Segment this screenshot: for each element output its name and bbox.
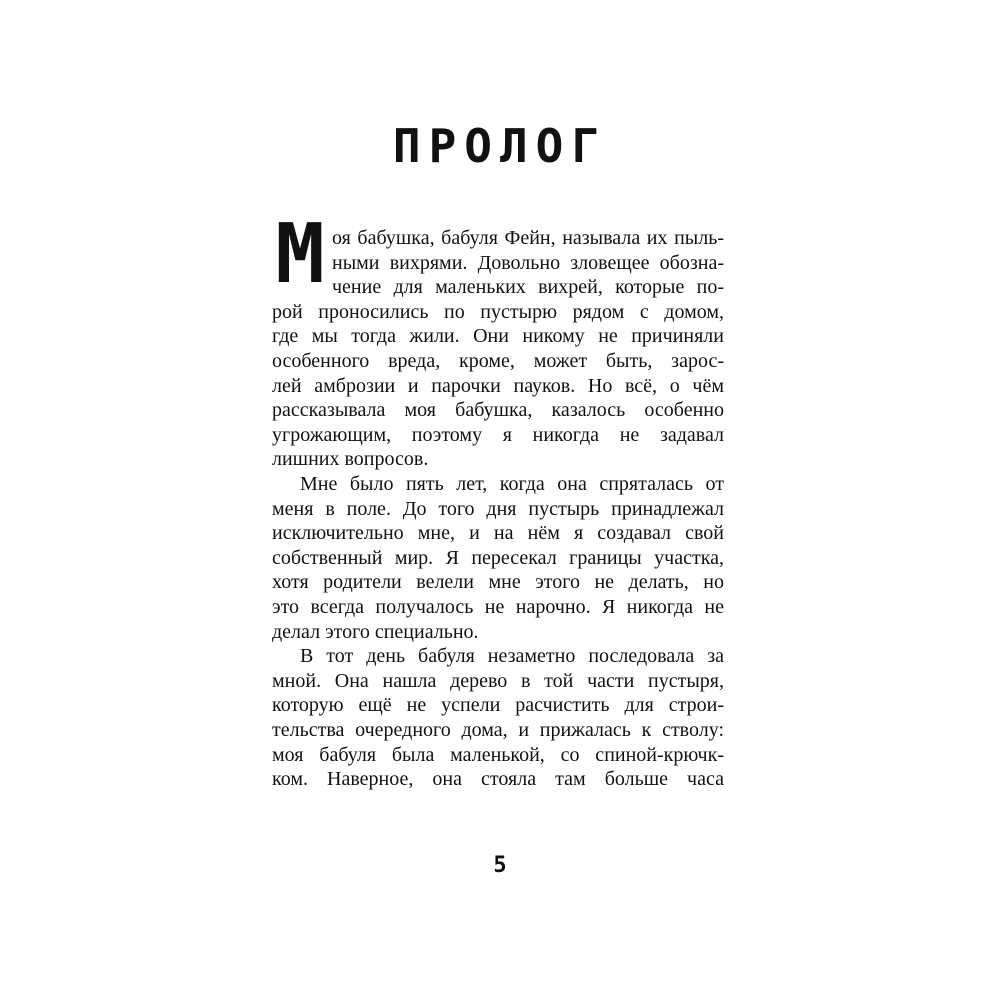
text-line: чение для маленьких вихрей, которые по- xyxy=(332,276,724,299)
text-line: ными вихрями. Довольно зловещее обозна- xyxy=(332,251,724,274)
page-number: 5 xyxy=(493,853,507,878)
text-line: это всегда получалось не нарочно. Я никогда не xyxy=(272,596,724,618)
text-line: тельства очередного дома, и прижалась к стволу: xyxy=(272,719,724,741)
text-line: собственный мир. Я пересекал границы участка, xyxy=(272,546,724,569)
text-line: где мы тогда жили. Они никому не причиняли xyxy=(272,325,724,348)
text-line: меня в поле. До того дня пустырь принадлежал xyxy=(272,497,724,520)
text-line: В тот день бабуля незаметно последовала за xyxy=(300,645,724,668)
text-line: мной. Она нашла дерево в той части пустыря, xyxy=(272,669,724,692)
text-line: оя бабушка, бабуля Фейн, называла их пыль- xyxy=(332,227,724,249)
text-line: Мне было пять лет, когда она спряталась от xyxy=(300,473,724,495)
text-line: моя бабуля была маленькой, со спиной-крючк- xyxy=(272,743,724,766)
text-line: хотя родители велели мне этого не делать, но xyxy=(272,571,724,594)
text-line: ком. Наверное, она стояла там больше часа xyxy=(272,768,724,791)
text-line: рой проносились по пустырю рядом с домом, xyxy=(272,300,724,323)
text-line: лишних вопросов. xyxy=(272,448,429,471)
text-line: которую ещё не успели расчистить для строи- xyxy=(272,694,724,717)
text-line: делал этого специально. xyxy=(272,620,479,643)
text-line: угрожающим, поэтому я никогда не задавал xyxy=(272,423,724,446)
text-line: исключительно мне, и на нём я создавал свой xyxy=(272,522,724,545)
text-line: рассказывала моя бабушка, казалось особенно xyxy=(272,399,724,422)
drop-cap: М xyxy=(275,222,325,288)
text-line: особенного вреда, кроме, может быть, зарос- xyxy=(272,350,724,372)
chapter-title: ПРОЛОГ xyxy=(392,119,608,173)
text-line: лей амброзии и парочки пауков. Но всё, о чём xyxy=(272,374,724,397)
